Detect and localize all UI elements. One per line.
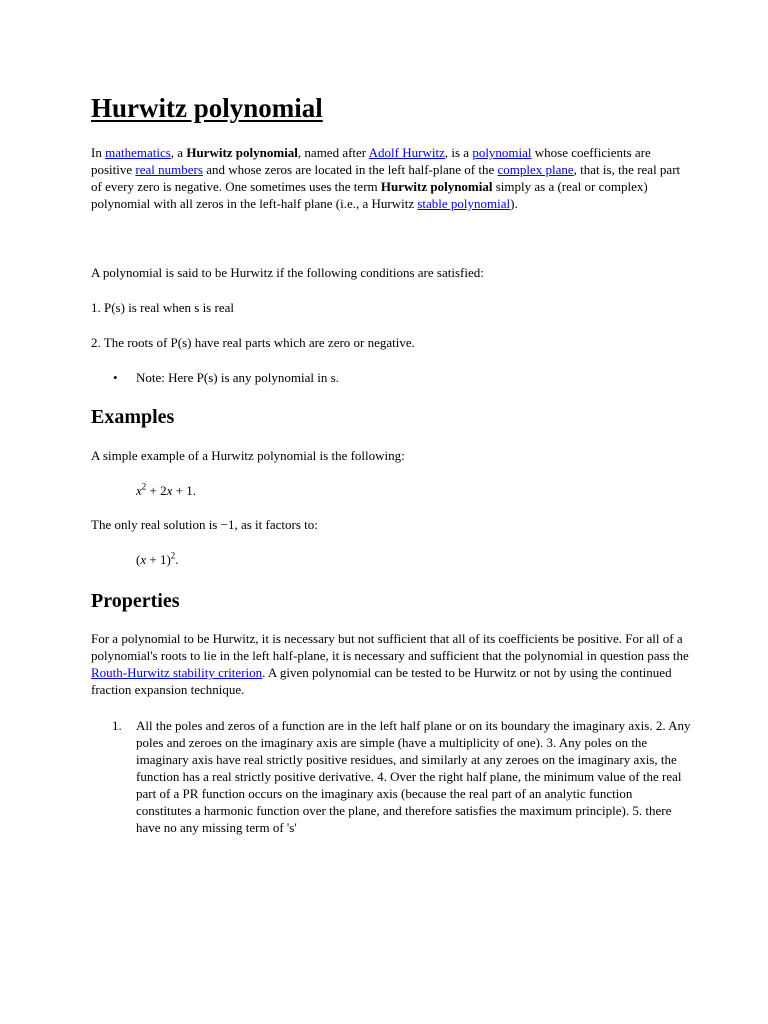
link-polynomial[interactable]: polynomial — [472, 145, 532, 160]
properties-heading: Properties — [91, 590, 180, 612]
intro-text: ). — [510, 196, 518, 211]
eq-variable: x — [136, 483, 142, 498]
intro-text: In — [91, 145, 106, 160]
properties-text: For a polynomial to be Hurwitz, it is necessary but not sufficient that all of its coefficients be positive. For all of a polynomial's roots to lie in the left half-plane, it is necessary and sufficient that the polynomial in question pass the — [91, 631, 689, 663]
eq-text: + 2 — [146, 483, 167, 498]
note-list — [91, 369, 691, 386]
link-routh-hurwitz[interactable]: Routh-Hurwitz stability criterion — [91, 665, 263, 680]
properties-text: . A given polynomial can be tested to be Hurwitz or not by using the continued fraction expansion technique. — [91, 665, 672, 697]
properties-list — [91, 717, 691, 836]
intro-text: simply as a (real or complex) polynomial with all zeros in the left-half plane (i.e., a Hurwitz — [91, 179, 648, 211]
intro-bold-term: Hurwitz polynomial — [186, 145, 298, 160]
note-item: • Note: Here P(s) is any polynomial in s. — [91, 369, 691, 386]
link-adolf-hurwitz[interactable]: Adolf Hurwitz — [368, 145, 445, 160]
examples-solution: The only real solution is −1, as it factors to: — [91, 517, 318, 532]
examples-heading: Examples — [91, 406, 175, 428]
list-item — [91, 717, 691, 836]
eq-text: . — [175, 552, 179, 567]
examples-lead: A simple example of a Hurwitz polynomial is the following: — [91, 448, 405, 463]
page-title: Hurwitz polynomial — [91, 93, 323, 123]
intro-text: , is a — [444, 145, 473, 160]
conditions-lead: A polynomial is said to be Hurwitz if the following conditions are satisfied: — [91, 265, 484, 280]
eq-variable: x — [140, 552, 147, 567]
eq-exponent: 2 — [170, 550, 176, 561]
list-item-text: All the poles and zeros of a function are in the left half plane or on its boundary the imaginary axis. 2. Any poles and zeroes on the imaginary axis are simple (have a multiplicity of one). 3. Any poles on the imaginary axis have real strictly positive residues, and similarly at any zeroes on the imaginary axis, the function has a real strictly positive derivative. 4. Over the right half plane, the minimum value of the real part of a PR function occurs on the imaginary axis (because the real part of an analytic function constitutes a harmonic function over the plane, and therefore satisfies the maximum principle). 5. there have no any missing term of 's' — [136, 718, 691, 835]
eq-exponent: 2 — [141, 481, 147, 492]
link-real-numbers[interactable]: real numbers — [135, 162, 203, 177]
eq-variable: x — [166, 483, 173, 498]
intro-paragraph — [91, 144, 691, 212]
equation-1 — [91, 482, 736, 499]
link-complex-plane[interactable]: complex plane — [497, 162, 574, 177]
intro-text: , named after — [297, 145, 369, 160]
equation-2 — [91, 551, 736, 568]
intro-text: whose coefficients are positive — [91, 145, 651, 177]
condition-2: 2. The roots of P(s) have real parts which are zero or negative. — [91, 335, 415, 350]
intro-text: , a — [170, 145, 187, 160]
eq-text: + 1. — [172, 483, 196, 498]
link-mathematics[interactable]: mathematics — [105, 145, 171, 160]
intro-bold-term: Hurwitz polynomial — [380, 179, 493, 194]
properties-paragraph — [91, 630, 691, 698]
link-stable-polynomial[interactable]: stable polynomial — [417, 196, 511, 211]
list-item-number: 1. — [112, 718, 122, 733]
condition-1: 1. P(s) is real when s is real — [91, 300, 234, 315]
intro-text: , that is, the real part of every zero is negative. One sometimes uses the term — [91, 162, 681, 194]
eq-text: + 1) — [146, 552, 171, 567]
eq-text: ( — [136, 552, 141, 567]
intro-text: and whose zeros are located in the left half-plane of the — [202, 162, 498, 177]
